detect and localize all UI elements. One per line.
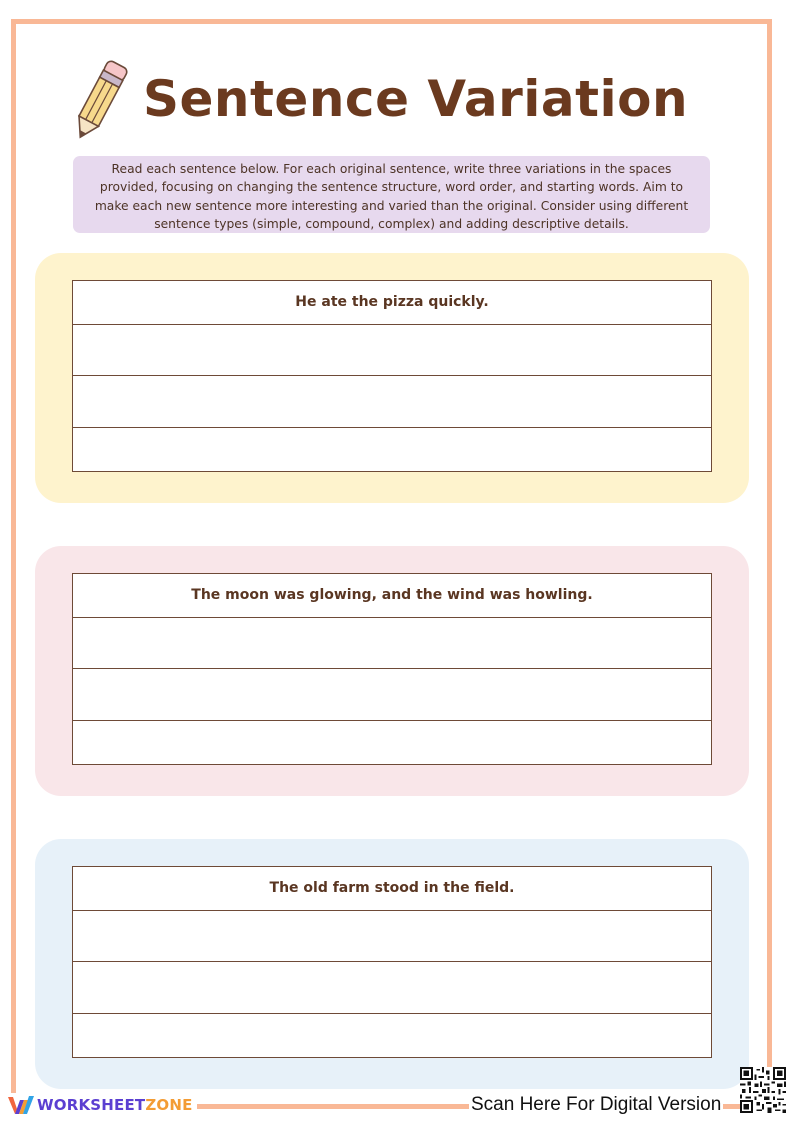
exercise-card-1 xyxy=(35,253,749,503)
original-sentence-1: He ate the pizza quickly. xyxy=(295,294,489,310)
exercise-card-3 xyxy=(35,839,749,1089)
logo-text-zone: ZONE xyxy=(145,1096,193,1114)
exercise-table-1 xyxy=(72,280,712,472)
answer-line-2c[interactable] xyxy=(73,721,711,765)
answer-line-1a[interactable] xyxy=(73,325,711,375)
original-sentence-3: The old farm stood in the field. xyxy=(269,880,515,896)
qr-code-icon[interactable] xyxy=(740,1067,786,1113)
answer-line-1b[interactable] xyxy=(73,376,711,426)
answer-line-3b[interactable] xyxy=(73,962,711,1012)
exercise-table-3 xyxy=(72,866,712,1058)
logo-text-worksheet: WORKSHEET xyxy=(37,1096,146,1114)
answer-line-2a[interactable] xyxy=(73,618,711,668)
page-title: Sentence Variation xyxy=(143,70,689,128)
scan-caption: Scan Here For Digital Version xyxy=(471,1094,722,1115)
exercise-card-2 xyxy=(35,546,749,796)
original-sentence-2: The moon was glowing, and the wind was howling. xyxy=(191,587,593,603)
answer-line-3a[interactable] xyxy=(73,911,711,961)
answer-line-2b[interactable] xyxy=(73,669,711,719)
instructions-box: Read each sentence below. For each original sentence, write three variations in the spaces provided, focusing on changing the sentence structure, word order, and starting words. Aim to make each new sentence more interesting and varied than the original. Consider using different sentence types (simple, compound, complex) and adding descriptive details. xyxy=(73,156,710,233)
logo-w-icon xyxy=(7,1094,37,1116)
worksheetzone-logo[interactable] xyxy=(7,1093,197,1117)
answer-line-3c[interactable] xyxy=(73,1014,711,1058)
pencil-icon xyxy=(66,56,134,144)
exercise-table-2 xyxy=(72,573,712,765)
answer-line-1c[interactable] xyxy=(73,428,711,472)
